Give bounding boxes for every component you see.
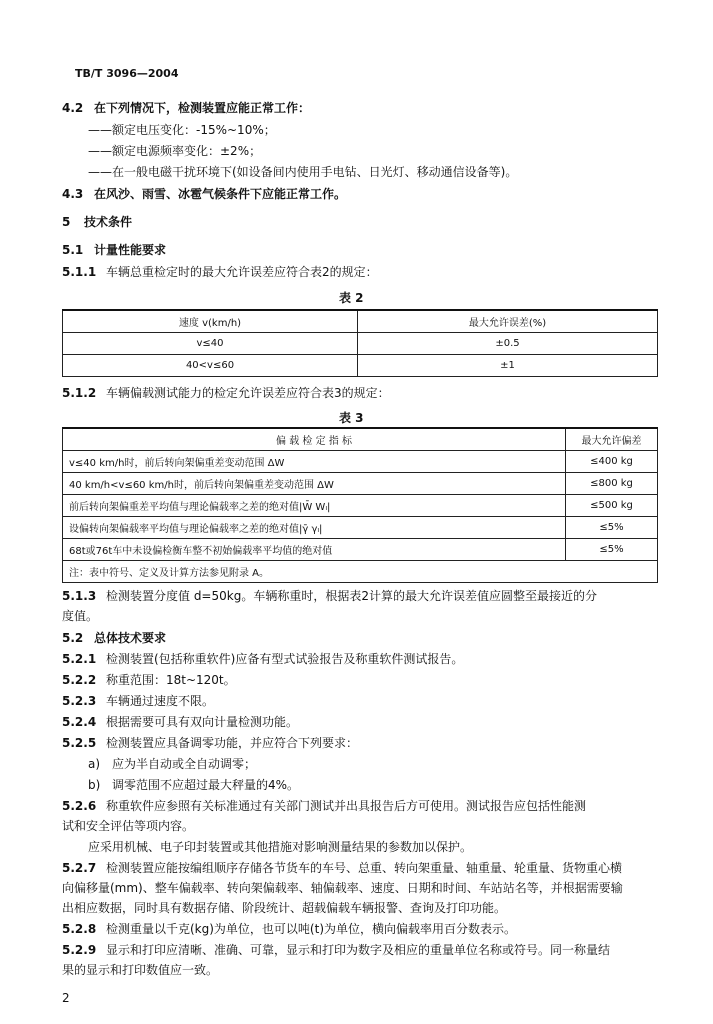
list-item-a (88, 756, 256, 772)
table-row (63, 451, 658, 473)
list-item: ——额定电压变化：-15%~10%； (88, 123, 276, 137)
clause-paragraph: 应采用机械、电子印封装置或其他措施对影响测量结果的参数加以保护。 (88, 840, 473, 854)
table-row (63, 355, 658, 377)
clause-number: 5.2.4 (62, 715, 97, 729)
clause-number: 5.2.1 (62, 652, 97, 666)
list-text: 调零范围不应超过最大秤量的4%。 (112, 778, 300, 792)
clause-text: 称重范围：18t~120t。 (106, 673, 236, 687)
clause-5-1-2 (62, 385, 390, 401)
clause-number: 5.2.5 (62, 736, 97, 750)
table-3 (62, 427, 658, 583)
clause-5-2-7 (62, 860, 622, 876)
clause-4-2 (62, 100, 310, 116)
list-label: b) (88, 778, 101, 792)
clause-text: 显示和打印应清晰、准确、可靠，显示和打印为数字及相应的重量单位名称或符号。同一称量结 (106, 943, 611, 957)
table-cell: ≤800 kg (566, 473, 658, 495)
clause-5-2-6 (62, 798, 586, 814)
table-cell: ±0.5 (358, 333, 658, 355)
table-row (63, 473, 658, 495)
clause-number: 5.2.6 (62, 799, 97, 813)
clause-text: 检测装置分度值 d=50kg。车辆称重时，根据表2计算的最大允许误差值应圆整至最接近的分 (106, 589, 597, 603)
clause-number: 5.2 (62, 631, 84, 645)
clause-text: 检测装置(包括称重软件)应备有型式试验报告及称重软件测试报告。 (106, 652, 464, 666)
clause-number: 5.1.1 (62, 265, 97, 279)
section-5-heading (62, 214, 132, 230)
table-cell: 40<v≤60 (63, 355, 358, 377)
clause-5-2-9 (62, 942, 610, 958)
clause-number: 4.2 (62, 101, 84, 115)
list-item-b (88, 777, 299, 793)
list-item: ——在一般电磁干扰环境下(如设备间内使用手电钻、日光灯、移动通信设备等)。 (88, 165, 518, 179)
clause-text: 车辆总重检定时的最大允许误差应符合表2的规定： (106, 265, 378, 279)
clause-number: 5.1 (62, 243, 84, 257)
table-cell: ≤500 kg (566, 495, 658, 517)
table-cell: 68t或76t车中未设偏检衡车整不初始偏载率平均值的绝对值 (63, 539, 566, 561)
clause-text: 在下列情况下，检测装置应能正常工作： (94, 101, 311, 115)
clause-5-2-5 (62, 735, 358, 751)
table-header-cell: 速度 v(km/h) (63, 310, 358, 333)
clause-text: 称重软件应参照有关标准通过有关部门测试并出具报告后方可使用。测试报告应包括性能测 (106, 799, 587, 813)
table-header-cell: 最大允许误差(%) (358, 310, 658, 333)
table-cell: ≤400 kg (566, 451, 658, 473)
clause-number: 4.3 (62, 187, 84, 201)
clause-5-2-3 (62, 693, 214, 709)
table-header-cell: 偏 载 检 定 指 标 (63, 428, 566, 451)
table-cell: ≤5% (566, 517, 658, 539)
clause-text: 检测装置应具备调零功能，并应符合下列要求： (106, 736, 359, 750)
clause-text: 根据需要可具有双向计量检测功能。 (106, 715, 299, 729)
section-number: 5 (62, 215, 71, 229)
clause-text: 检测重量以千克(kg)为单位，也可以吨(t)为单位，横向偏载率用百分数表示。 (106, 922, 517, 936)
clause-5-1-1 (62, 264, 378, 280)
list-text: 应为半自动或全自动调零； (112, 757, 257, 771)
table-row (63, 495, 658, 517)
clause-text-continued: 度值。 (62, 609, 99, 623)
clause-4-3 (62, 186, 346, 202)
table-cell: ±1 (358, 355, 658, 377)
clause-text-continued: 向偏移量(mm)、整车偏载率、转向架偏载率、轴偏载率、速度、日期和时间、车站站名等，并根据需要输 (62, 881, 623, 895)
clause-number: 5.1.2 (62, 386, 97, 400)
table-cell: 设偏转向架偏载率平均值与理论偏载率之差的绝对值|γ̄ γₗ| (63, 517, 566, 539)
clause-5-2-4 (62, 714, 298, 730)
clause-text: 车辆偏载测试能力的检定允许误差应符合表3的规定： (106, 386, 390, 400)
document-header: TB/T 3096—2004 (75, 67, 179, 80)
page-number: 2 (62, 991, 70, 1005)
clause-number: 5.2.3 (62, 694, 97, 708)
table-3-caption: 表 3 (339, 411, 364, 425)
clause-number: 5.2.2 (62, 673, 97, 687)
clause-text: 计量性能要求 (94, 243, 167, 257)
clause-5-1-3 (62, 588, 597, 604)
table-cell: v≤40 (63, 333, 358, 355)
table-header-row (63, 428, 658, 451)
table-cell: 40 km/h<v≤60 km/h时，前后转向架偏重差变动范围 ΔW (63, 473, 566, 495)
clause-5-2-2 (62, 672, 236, 688)
table-row (63, 539, 658, 561)
clause-number: 5.2.8 (62, 922, 97, 936)
clause-5-2-1 (62, 651, 463, 667)
clause-text: 总体技术要求 (94, 631, 167, 645)
table-note: 注：表中符号、定义及计算方法参见附录 A。 (63, 561, 658, 583)
table-cell: 前后转向架偏重差平均值与理论偏载率之差的绝对值|W̄ Wₗ| (63, 495, 566, 517)
clause-number: 5.1.3 (62, 589, 97, 603)
table-row (63, 517, 658, 539)
table-header-cell: 最大允许偏差 (566, 428, 658, 451)
clause-text: 车辆通过速度不限。 (106, 694, 215, 708)
table-cell: ≤5% (566, 539, 658, 561)
table-header-row (63, 310, 658, 333)
list-item: ——额定电源频率变化：±2%； (88, 144, 262, 158)
clause-text-continued: 果的显示和打印数值应一致。 (62, 963, 219, 977)
clause-number: 5.2.9 (62, 943, 97, 957)
table-2 (62, 309, 658, 377)
section-title: 技术条件 (84, 215, 133, 229)
clause-text: 检测装置应能按编组顺序存储各节货车的车号、总重、转向架重量、轴重量、轮重量、货物重心横 (106, 861, 623, 875)
clause-text-continued: 出相应数据，同时具有数据存储、阶段统计、超载偏载车辆报警、查询及打印功能。 (62, 901, 507, 915)
clause-number: 5.2.7 (62, 861, 97, 875)
clause-text: 在风沙、雨雪、冰雹气候条件下应能正常工作。 (94, 187, 347, 201)
clause-text-continued: 试和安全评估等项内容。 (62, 819, 195, 833)
list-label: a) (88, 757, 101, 771)
clause-5-2-8 (62, 921, 516, 937)
table-2-caption: 表 2 (339, 291, 364, 305)
table-row (63, 333, 658, 355)
table-cell: v≤40 km/h时，前后转向架偏重差变动范围 ΔW (63, 451, 566, 473)
clause-5-1 (62, 242, 166, 258)
clause-5-2 (62, 630, 166, 646)
table-note-row (63, 561, 658, 583)
